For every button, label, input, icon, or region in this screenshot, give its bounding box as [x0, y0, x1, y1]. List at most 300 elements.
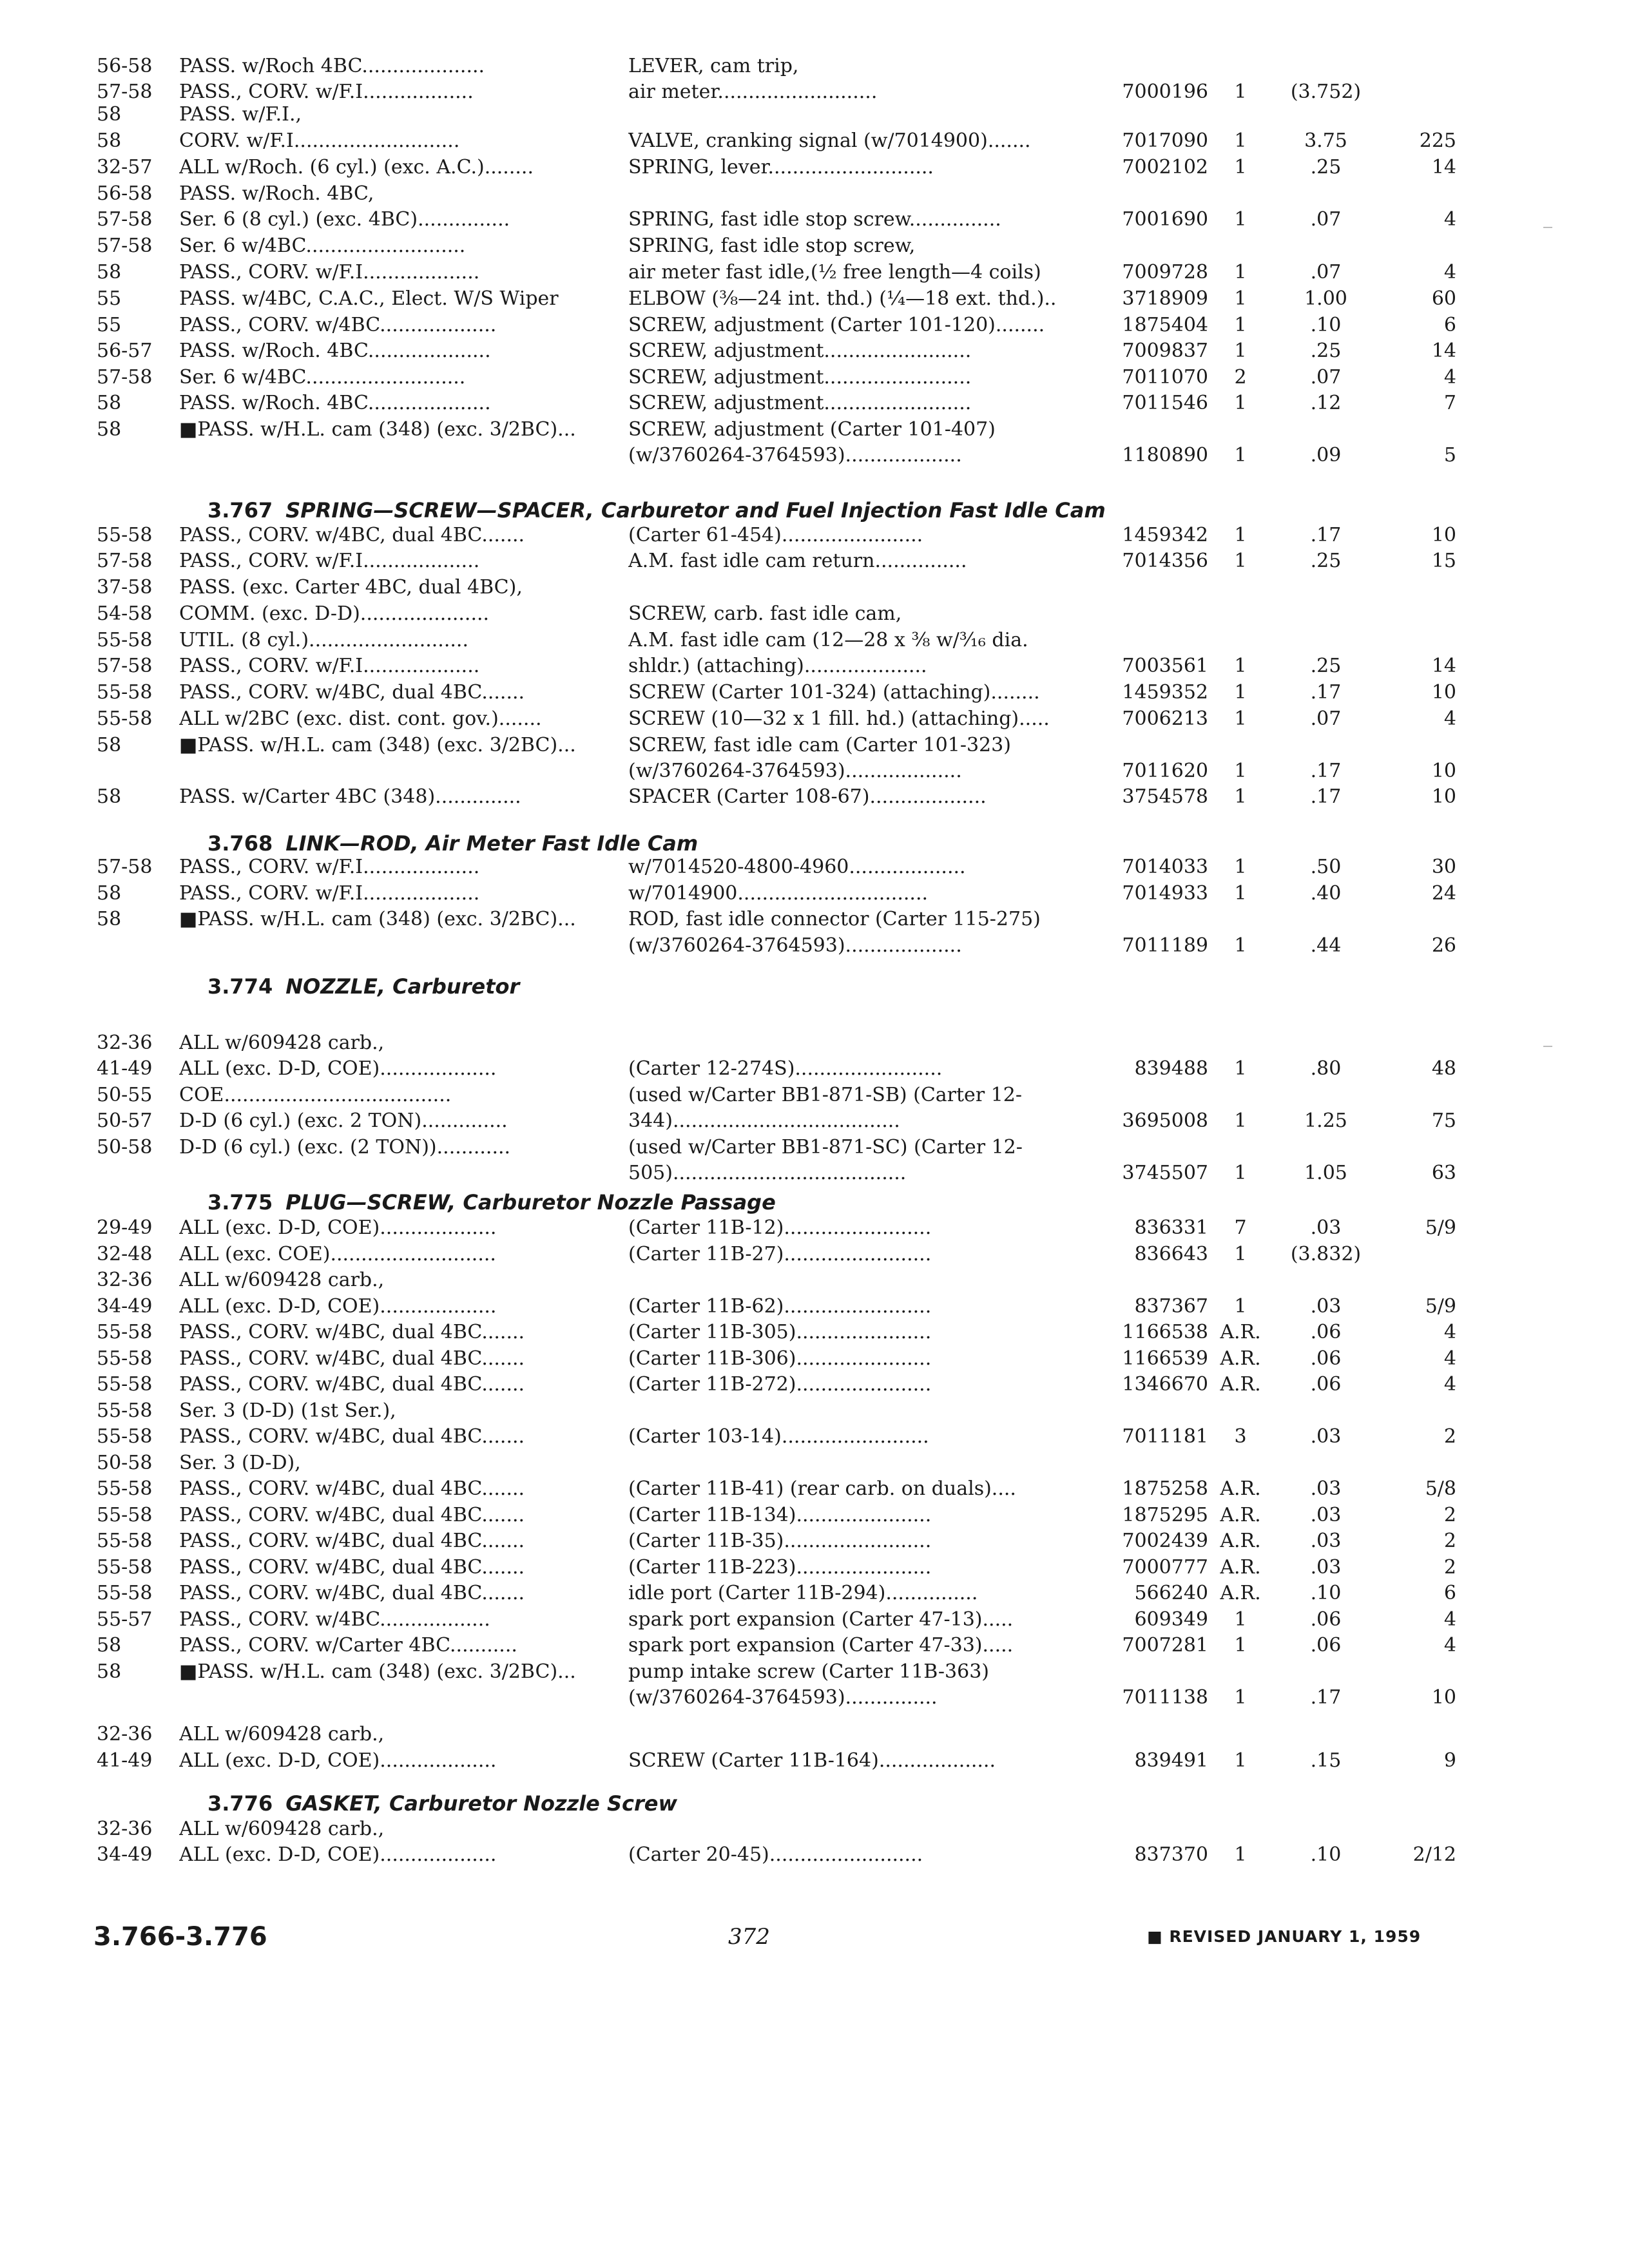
- description-cell: (Carter 11B-305)......................: [628, 1321, 932, 1343]
- hours-cell: 4: [1443, 366, 1456, 389]
- section-title: PLUG—SCREW, Carburetor Nozzle Passage: [285, 1190, 776, 1215]
- parts-row: [0, 1423, 1629, 1450]
- parts-row: [0, 522, 1629, 549]
- year-cell: 57-58: [97, 81, 153, 103]
- application-cell: PASS. w/Roch. 4BC....................: [179, 392, 491, 414]
- page-number: 372: [728, 1924, 770, 1950]
- parts-row: [0, 1747, 1629, 1774]
- hours-cell: 4: [1443, 1634, 1456, 1657]
- part-number-cell: 7007281: [1122, 1634, 1208, 1657]
- parts-row: [0, 854, 1629, 881]
- parts-row: [0, 1684, 1629, 1711]
- year-cell: 57-58: [97, 235, 153, 257]
- price-cell: .44: [1310, 934, 1342, 957]
- application-cell: Ser. 6 w/4BC..........................: [179, 366, 466, 389]
- hours-cell: 10: [1431, 1686, 1456, 1709]
- application-cell: PASS., CORV. w/4BC, dual 4BC.......: [179, 1321, 525, 1343]
- year-cell: 55-58: [97, 1556, 153, 1579]
- price-cell: .40: [1310, 882, 1342, 905]
- application-cell: PASS., CORV. w/4BC, dual 4BC.......: [179, 1582, 525, 1604]
- quantity-cell: 1: [1234, 340, 1247, 362]
- price-cell: 3.75: [1304, 130, 1347, 152]
- application-cell: Ser. 6 w/4BC..........................: [179, 235, 466, 257]
- application-cell: PASS., CORV. w/F.I...................: [179, 261, 480, 284]
- application-cell: ■PASS. w/H.L. cam (348) (exc. 3/2BC)...: [179, 908, 576, 930]
- part-number-cell: 609349: [1134, 1608, 1208, 1631]
- hours-cell: 2: [1443, 1530, 1456, 1552]
- hours-cell: 2: [1443, 1425, 1456, 1448]
- quantity-cell: A.R.: [1220, 1530, 1261, 1552]
- description-cell: SCREW, adjustment (Carter 101-120)........: [628, 314, 1045, 336]
- hours-cell: 7: [1443, 392, 1456, 414]
- application-cell: ALL w/2BC (exc. dist. cont. gov.).......: [179, 707, 542, 730]
- parts-row: [0, 1658, 1629, 1686]
- hours-cell: 6: [1443, 1582, 1456, 1604]
- application-cell: PASS., CORV. w/4BC, dual 4BC.......: [179, 1477, 525, 1500]
- hours-cell: 4: [1443, 707, 1456, 730]
- quantity-cell: 1: [1234, 681, 1247, 704]
- hours-cell: 10: [1431, 681, 1456, 704]
- part-number-cell: 7014033: [1122, 856, 1208, 878]
- part-number-cell: 7011070: [1122, 366, 1208, 389]
- quantity-cell: 1: [1234, 1608, 1247, 1631]
- quantity-cell: 1: [1234, 1057, 1247, 1080]
- part-number-cell: 7014933: [1122, 882, 1208, 905]
- year-cell: 55-58: [97, 1373, 153, 1396]
- parts-row: [0, 390, 1629, 417]
- part-number-cell: 3695008: [1122, 1110, 1208, 1132]
- year-cell: 57-58: [97, 856, 153, 878]
- parts-row: [0, 932, 1629, 959]
- application-cell: PASS., CORV. w/4BC, dual 4BC.......: [179, 1556, 525, 1579]
- price-cell: .17: [1310, 760, 1342, 782]
- part-number-cell: 3745507: [1122, 1162, 1208, 1184]
- part-number-cell: 7011181: [1122, 1425, 1208, 1448]
- description-cell: (Carter 11B-223)......................: [628, 1556, 932, 1579]
- application-cell: PASS., CORV. w/4BC, dual 4BC.......: [179, 681, 525, 704]
- parts-row: [0, 1267, 1629, 1294]
- description-cell: 505)......................................: [628, 1162, 907, 1184]
- price-cell: .17: [1310, 681, 1342, 704]
- application-cell: D-D (6 cyl.) (exc. (2 TON))............: [179, 1136, 511, 1158]
- parts-row: [0, 1502, 1629, 1529]
- price-cell: 1.25: [1304, 1110, 1347, 1132]
- price-cell: .17: [1310, 785, 1342, 808]
- price-cell: .50: [1310, 856, 1342, 878]
- description-cell: shldr.) (attaching)....................: [628, 655, 927, 677]
- year-cell: 58: [97, 1634, 122, 1657]
- quantity-cell: 1: [1234, 81, 1247, 103]
- quantity-cell: 1: [1234, 856, 1247, 878]
- part-number-cell: 7011620: [1122, 760, 1208, 782]
- parts-row: [0, 732, 1629, 759]
- quantity-cell: 1: [1234, 1843, 1247, 1866]
- parts-row: [0, 416, 1629, 443]
- description-cell: (w/3760264-3764593)...............: [628, 1686, 938, 1709]
- part-number-cell: 7011189: [1122, 934, 1208, 957]
- price-cell: 1.00: [1304, 287, 1347, 310]
- part-number-cell: 1875404: [1122, 314, 1208, 336]
- price-cell: .06: [1310, 1347, 1342, 1370]
- year-cell: 57-58: [97, 655, 153, 677]
- parts-row: [0, 154, 1629, 181]
- application-cell: CORV. w/F.I...........................: [179, 130, 460, 152]
- parts-row: [0, 128, 1629, 155]
- application-cell: PASS., CORV. w/4BC, dual 4BC.......: [179, 1530, 525, 1552]
- year-cell: 57-58: [97, 366, 153, 389]
- hours-cell: 26: [1431, 934, 1456, 957]
- quantity-cell: A.R.: [1220, 1477, 1261, 1500]
- parts-row: [0, 548, 1629, 575]
- quantity-cell: 1: [1234, 655, 1247, 677]
- description-cell: SCREW, carb. fast idle cam,: [628, 602, 902, 625]
- price-cell: .25: [1310, 550, 1342, 572]
- application-cell: COMM. (exc. D-D).....................: [179, 602, 490, 625]
- quantity-cell: 1: [1234, 156, 1247, 178]
- description-cell: (w/3760264-3764593)...................: [628, 760, 962, 782]
- application-cell: COE.....................................: [179, 1084, 452, 1106]
- parts-row: [0, 53, 1629, 80]
- description-cell: SCREW, adjustment........................: [628, 340, 972, 362]
- description-cell: (Carter 61-454).......................: [628, 524, 923, 546]
- description-cell: SPACER (Carter 108-67)...................: [628, 785, 987, 808]
- parts-row: [0, 758, 1629, 785]
- parts-row: [0, 442, 1629, 469]
- quantity-cell: 1: [1234, 524, 1247, 546]
- part-number-cell: 7003561: [1122, 655, 1208, 677]
- part-number-cell: 566240: [1134, 1582, 1208, 1604]
- description-cell: spark port expansion (Carter 47-33).....: [628, 1634, 1014, 1657]
- application-cell: ALL w/609428 carb.,: [179, 1818, 385, 1840]
- year-cell: 58: [97, 392, 122, 414]
- section-number: 3.768: [207, 831, 273, 856]
- price-cell: .06: [1310, 1321, 1342, 1343]
- section-title: GASKET, Carburetor Nozzle Screw: [285, 1791, 678, 1816]
- parts-row: [0, 1580, 1629, 1607]
- application-cell: PASS., CORV. w/F.I...................: [179, 882, 480, 905]
- application-cell: PASS., CORV. w/F.I...................: [179, 655, 480, 677]
- price-cell: .25: [1310, 156, 1342, 178]
- hours-cell: 75: [1431, 1110, 1456, 1132]
- parts-row: [0, 627, 1629, 654]
- parts-row: [0, 1293, 1629, 1320]
- parts-row: [0, 1528, 1629, 1555]
- parts-row: [0, 1841, 1629, 1869]
- description-cell: (Carter 11B-134)......................: [628, 1504, 932, 1526]
- quantity-cell: 1: [1234, 1749, 1247, 1772]
- application-cell: ALL (exc. D-D, COE)...................: [179, 1057, 497, 1080]
- section-heading: [207, 1188, 776, 1216]
- application-cell: ALL (exc. COE)...........................: [179, 1243, 496, 1265]
- description-cell: (Carter 20-45).........................: [628, 1843, 923, 1866]
- quantity-cell: A.R.: [1220, 1582, 1261, 1604]
- description-cell: (Carter 11B-35)........................: [628, 1530, 932, 1552]
- year-cell: 57-58: [97, 208, 153, 231]
- year-cell: 55-58: [97, 629, 153, 651]
- hours-cell: 10: [1431, 760, 1456, 782]
- description-cell: idle port (Carter 11B-294)...............: [628, 1582, 978, 1604]
- part-number-cell: 839491: [1134, 1749, 1208, 1772]
- price-cell: .03: [1310, 1556, 1342, 1579]
- year-cell: 32-36: [97, 1723, 153, 1745]
- year-cell: 58: [97, 261, 122, 284]
- year-cell: 55-58: [97, 1582, 153, 1604]
- hours-cell: 9: [1443, 1749, 1456, 1772]
- part-number-cell: 7014356: [1122, 550, 1208, 572]
- description-cell: (Carter 11B-62)........................: [628, 1295, 932, 1318]
- year-cell: 58: [97, 785, 122, 808]
- hours-cell: 10: [1431, 524, 1456, 546]
- application-cell: PASS., CORV. w/F.I...................: [179, 550, 480, 572]
- description-cell: VALVE, cranking signal (w/7014900).......: [628, 130, 1031, 152]
- parts-row: [0, 1030, 1629, 1057]
- year-cell: 58: [97, 130, 122, 152]
- year-cell: 55-58: [97, 1530, 153, 1552]
- year-cell: 55-58: [97, 1399, 153, 1422]
- part-number-cell: 7001690: [1122, 208, 1208, 231]
- application-cell: PASS. w/F.I.,: [179, 103, 302, 126]
- year-cell: 58: [97, 418, 122, 441]
- parts-row: [0, 783, 1629, 811]
- quantity-cell: A.R.: [1220, 1556, 1261, 1579]
- part-number-cell: 7000777: [1122, 1556, 1208, 1579]
- description-cell: (w/3760264-3764593)...................: [628, 934, 962, 957]
- quantity-cell: 1: [1234, 444, 1247, 466]
- parts-row: [0, 1345, 1629, 1372]
- price-cell: .03: [1310, 1504, 1342, 1526]
- quantity-cell: 1: [1234, 1243, 1247, 1265]
- description-cell: SCREW (Carter 101-324) (attaching)........: [628, 681, 1040, 704]
- description-cell: SCREW, adjustment........................: [628, 366, 972, 389]
- application-cell: PASS. (exc. Carter 4BC, dual 4BC),: [179, 576, 523, 599]
- parts-row: [0, 1134, 1629, 1161]
- parts-row: [0, 206, 1629, 233]
- year-cell: 32-48: [97, 1243, 153, 1265]
- year-cell: 58: [97, 908, 122, 930]
- year-cell: 58: [97, 1660, 122, 1683]
- application-cell: ■PASS. w/H.L. cam (348) (exc. 3/2BC)...: [179, 734, 576, 756]
- price-cell: 1.05: [1304, 1162, 1347, 1184]
- parts-row: [0, 574, 1629, 601]
- hours-cell: 60: [1431, 287, 1456, 310]
- price-cell: .03: [1310, 1425, 1342, 1448]
- hours-cell: 30: [1431, 856, 1456, 878]
- quantity-cell: A.R.: [1220, 1347, 1261, 1370]
- price-cell: (3.752): [1290, 81, 1362, 103]
- application-cell: PASS., CORV. w/4BC..................: [179, 1608, 490, 1631]
- quantity-cell: 1: [1234, 550, 1247, 572]
- description-cell: SCREW (10—32 x 1 fill. hd.) (attaching).....: [628, 707, 1050, 730]
- year-cell: 29-49: [97, 1216, 153, 1239]
- parts-row: [0, 285, 1629, 312]
- price-cell: .03: [1310, 1216, 1342, 1239]
- parts-row: [0, 338, 1629, 365]
- price-cell: .12: [1310, 392, 1342, 414]
- quantity-cell: 1: [1234, 208, 1247, 231]
- description-cell: w/7014900...............................: [628, 882, 929, 905]
- parts-row: [0, 1632, 1629, 1659]
- description-cell: SCREW, fast idle cam (Carter 101-323): [628, 734, 1011, 756]
- parts-row: [0, 1554, 1629, 1581]
- year-cell: 58: [97, 882, 122, 905]
- parts-row: [0, 653, 1629, 680]
- parts-row: [0, 679, 1629, 706]
- hours-cell: 63: [1431, 1162, 1456, 1184]
- price-cell: .80: [1310, 1057, 1342, 1080]
- year-cell: 55-58: [97, 1504, 153, 1526]
- year-cell: 34-49: [97, 1295, 153, 1318]
- description-cell: SCREW (Carter 11B-164)...................: [628, 1749, 996, 1772]
- price-cell: .10: [1310, 1582, 1342, 1604]
- quantity-cell: 1: [1234, 314, 1247, 336]
- part-number-cell: 837370: [1134, 1843, 1208, 1866]
- application-cell: Ser. 3 (D-D),: [179, 1452, 301, 1474]
- description-cell: (Carter 11B-27)........................: [628, 1243, 932, 1265]
- year-cell: 32-36: [97, 1818, 153, 1840]
- part-number-cell: 7009728: [1122, 261, 1208, 284]
- parts-row: [0, 1215, 1629, 1242]
- hours-cell: 4: [1443, 1608, 1456, 1631]
- description-cell: pump intake screw (Carter 11B-363): [628, 1660, 989, 1683]
- hours-cell: 6: [1443, 314, 1456, 336]
- hours-cell: 24: [1431, 882, 1456, 905]
- description-cell: (Carter 11B-306)......................: [628, 1347, 932, 1370]
- price-cell: .03: [1310, 1530, 1342, 1552]
- section-title: LINK—ROD, Air Meter Fast Idle Cam: [285, 831, 699, 856]
- quantity-cell: 1: [1234, 1295, 1247, 1318]
- parts-row: [0, 180, 1629, 207]
- footer-section-range: 3.766-3.776: [93, 1922, 267, 1952]
- year-cell: 56-57: [97, 340, 153, 362]
- quantity-cell: 7: [1234, 1216, 1247, 1239]
- part-number-cell: 7002102: [1122, 156, 1208, 178]
- year-cell: 32-36: [97, 1032, 153, 1054]
- hours-cell: 15: [1431, 550, 1456, 572]
- application-cell: PASS. w/4BC, C.A.C., Elect. W/S Wiper: [179, 287, 559, 310]
- quantity-cell: A.R.: [1220, 1504, 1261, 1526]
- application-cell: ALL w/609428 carb.,: [179, 1723, 385, 1745]
- year-cell: 58: [97, 734, 122, 756]
- part-number-cell: 1166538: [1122, 1321, 1208, 1343]
- hours-cell: 14: [1431, 340, 1456, 362]
- parts-row: [0, 364, 1629, 391]
- application-cell: ALL (exc. D-D, COE)...................: [179, 1843, 497, 1866]
- price-cell: .03: [1310, 1295, 1342, 1318]
- description-cell: ROD, fast idle connector (Carter 115-275): [628, 908, 1041, 930]
- description-cell: SPRING, fast idle stop screw...............: [628, 208, 1001, 231]
- application-cell: PASS., CORV. w/F.I...................: [179, 856, 480, 878]
- parts-row: [0, 1108, 1629, 1135]
- quantity-cell: 1: [1234, 287, 1247, 310]
- description-cell: (Carter 11B-12)........................: [628, 1216, 932, 1239]
- application-cell: PASS. w/Roch. 4BC....................: [179, 340, 491, 362]
- application-cell: PASS., CORV. w/4BC...................: [179, 314, 497, 336]
- hours-cell: 2/12: [1412, 1843, 1456, 1866]
- quantity-cell: A.R.: [1220, 1373, 1261, 1396]
- application-cell: PASS. w/Carter 4BC (348)..............: [179, 785, 521, 808]
- quantity-cell: 1: [1234, 261, 1247, 284]
- parts-row: [0, 1160, 1629, 1187]
- part-number-cell: 836643: [1134, 1243, 1208, 1265]
- section-number: 3.774: [207, 974, 273, 999]
- parts-row: [0, 1371, 1629, 1398]
- hours-cell: 225: [1419, 130, 1456, 152]
- description-cell: SPRING, fast idle stop screw,: [628, 235, 916, 257]
- parts-row: [0, 706, 1629, 733]
- year-cell: 41-49: [97, 1057, 153, 1080]
- section-heading: [207, 972, 519, 1001]
- year-cell: 50-57: [97, 1110, 153, 1132]
- application-cell: Ser. 3 (D-D) (1st Ser.),: [179, 1399, 396, 1422]
- part-number-cell: 7011546: [1122, 392, 1208, 414]
- hours-cell: 48: [1431, 1057, 1456, 1080]
- description-cell: (used w/Carter BB1-871-SB) (Carter 12-: [628, 1084, 1023, 1106]
- application-cell: ALL w/609428 carb.,: [179, 1032, 385, 1054]
- hours-cell: 5/9: [1425, 1216, 1456, 1239]
- parts-row: [0, 601, 1629, 628]
- year-cell: 55: [97, 287, 122, 310]
- year-cell: 50-58: [97, 1136, 153, 1158]
- quantity-cell: A.R.: [1220, 1321, 1261, 1343]
- description-cell: SCREW, adjustment........................: [628, 392, 972, 414]
- description-cell: air meter fast idle,(½ free length—4 coils): [628, 261, 1041, 284]
- hours-cell: 5/9: [1425, 1295, 1456, 1318]
- parts-row: [0, 1450, 1629, 1477]
- year-cell: 34-49: [97, 1843, 153, 1866]
- application-cell: PASS. w/Roch 4BC....................: [179, 55, 485, 77]
- part-number-cell: 839488: [1134, 1057, 1208, 1080]
- year-cell: 55-58: [97, 681, 153, 704]
- application-cell: ALL (exc. D-D, COE)...................: [179, 1295, 497, 1318]
- description-cell: (w/3760264-3764593)...................: [628, 444, 962, 466]
- quantity-cell: 2: [1234, 366, 1247, 389]
- price-cell: .07: [1310, 208, 1342, 231]
- section-heading: [207, 496, 1106, 524]
- hours-cell: 2: [1443, 1504, 1456, 1526]
- price-cell: .07: [1310, 707, 1342, 730]
- scan-mark: [1543, 227, 1552, 228]
- price-cell: .10: [1310, 1843, 1342, 1866]
- part-number-cell: 1459342: [1122, 524, 1208, 546]
- description-cell: A.M. fast idle cam return...............: [628, 550, 967, 572]
- quantity-cell: 1: [1234, 1634, 1247, 1657]
- application-cell: ALL w/Roch. (6 cyl.) (exc. A.C.)........: [179, 156, 534, 178]
- scan-mark: [1543, 1046, 1552, 1047]
- description-cell: (Carter 11B-272)......................: [628, 1373, 932, 1396]
- part-number-cell: 3718909: [1122, 287, 1208, 310]
- description-cell: (Carter 11B-41) (rear carb. on duals)....: [628, 1477, 1016, 1500]
- price-cell: .25: [1310, 340, 1342, 362]
- year-cell: 55-58: [97, 524, 153, 546]
- description-cell: A.M. fast idle cam (12—28 x ⅜ w/³⁄₁₆ dia.: [628, 629, 1028, 651]
- application-cell: PASS., CORV. w/4BC, dual 4BC.......: [179, 1373, 525, 1396]
- quantity-cell: 3: [1234, 1425, 1247, 1448]
- section-title: NOZZLE, Carburetor: [285, 974, 520, 999]
- year-cell: 58: [97, 103, 122, 126]
- description-cell: spark port expansion (Carter 47-13).....: [628, 1608, 1014, 1631]
- quantity-cell: 1: [1234, 785, 1247, 808]
- parts-row: [0, 101, 1629, 128]
- hours-cell: 4: [1443, 1373, 1456, 1396]
- year-cell: 55: [97, 314, 122, 336]
- description-cell: LEVER, cam trip,: [628, 55, 799, 77]
- part-number-cell: 7006213: [1122, 707, 1208, 730]
- year-cell: 32-57: [97, 156, 153, 178]
- application-cell: ALL (exc. D-D, COE)...................: [179, 1749, 497, 1772]
- parts-row: [0, 906, 1629, 933]
- price-cell: .06: [1310, 1608, 1342, 1631]
- application-cell: ■PASS. w/H.L. cam (348) (exc. 3/2BC)...: [179, 1660, 576, 1683]
